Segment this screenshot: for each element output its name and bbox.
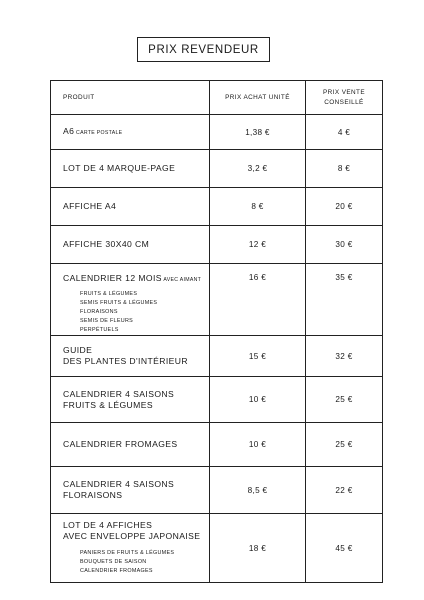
product-cell: CALENDRIER FROMAGES: [51, 423, 210, 467]
sub-item: FLORAISONS: [80, 308, 118, 315]
sub-item-list: [63, 549, 209, 576]
sale-price-cell: 25 €: [306, 377, 383, 423]
product-cell: [51, 336, 210, 377]
product-name-line1: LOT DE 4 AFFICHES: [63, 520, 153, 531]
sub-item: BOUQUETS DE SAISON: [80, 559, 147, 566]
sale-price-cell: 25 €: [306, 423, 383, 467]
product-name: CALENDRIER 12 MOIS: [63, 273, 162, 283]
purchase-price-cell: 10 €: [210, 423, 306, 467]
table-row: [51, 264, 383, 336]
purchase-price-cell: 8,5 €: [210, 467, 306, 514]
table-row: [51, 150, 383, 188]
sub-item: PANIERS DE FRUITS & LÉGUMES: [80, 550, 175, 557]
table-header-row: [51, 81, 383, 115]
product-cell: [51, 467, 210, 514]
sale-price-cell: 45 €: [306, 514, 383, 583]
sale-price-cell: 35 €: [306, 264, 383, 336]
purchase-price-cell: 15 €: [210, 336, 306, 377]
sale-price-cell: 30 €: [306, 226, 383, 264]
table-row: [51, 115, 383, 150]
sub-item: FRUITS & LÉGUMES: [80, 291, 138, 297]
header-product: PRODUIT: [51, 81, 210, 115]
product-cell: [51, 264, 210, 336]
product-name-line2: AVEC ENVELOPPE JAPONAISE: [63, 531, 201, 542]
product-name-line1: GUIDE: [63, 345, 93, 355]
header-purchase-price: PRIX ACHAT UNITÉ: [210, 81, 306, 115]
sub-item: PERPÉTUELS: [80, 326, 119, 333]
price-table: [50, 80, 383, 583]
header-sale-line2: CONSEILLÉ: [324, 98, 364, 106]
product-cell: AFFICHE 30X40 CM: [51, 226, 210, 264]
sub-item: SEMIS FRUITS & LÉGUMES: [80, 299, 158, 306]
product-name-line1: CALENDRIER 4 SAISONS: [63, 388, 175, 399]
product-cell: [51, 115, 210, 150]
purchase-price-cell: 18 €: [210, 514, 306, 583]
product-cell: [51, 514, 210, 583]
table-row: [51, 336, 383, 377]
table-row: [51, 377, 383, 423]
table-row: [51, 423, 383, 467]
header-sale-price: [306, 81, 383, 115]
header-sale-line1: PRIX VENTE: [323, 88, 365, 96]
table-row: [51, 226, 383, 264]
product-prefix: A6: [63, 125, 75, 136]
table-row: [51, 467, 383, 514]
product-name-line2: DES PLANTES D'INTÉRIEUR: [63, 356, 188, 366]
sale-price-cell: 22 €: [306, 467, 383, 514]
sale-price-cell: 8 €: [306, 150, 383, 188]
purchase-price-cell: 16 €: [210, 264, 306, 336]
product-name: CARTE POSTALE: [74, 129, 123, 136]
sub-item: CALENDRIER FROMAGES: [80, 567, 153, 574]
product-name-line2: FRUITS & LÉGUMES: [63, 399, 153, 410]
purchase-price-cell: 3,2 €: [210, 150, 306, 188]
sale-price-cell: 20 €: [306, 188, 383, 226]
product-cell: LOT DE 4 MARQUE-PAGE: [51, 150, 210, 188]
sub-item-list: [63, 290, 209, 335]
purchase-price-cell: 8 €: [210, 188, 306, 226]
product-cell: [51, 377, 210, 423]
table-row: [51, 514, 383, 583]
table-row: [51, 188, 383, 226]
purchase-price-cell: 1,38 €: [210, 115, 306, 150]
sale-price-cell: 4 €: [306, 115, 383, 150]
product-name-line2: FLORAISONS: [63, 490, 123, 500]
product-cell: AFFICHE A4: [51, 188, 210, 226]
sale-price-cell: 32 €: [306, 336, 383, 377]
purchase-price-cell: 10 €: [210, 377, 306, 423]
product-name-line1: CALENDRIER 4 SAISONS: [63, 479, 175, 489]
product-name-suffix: AVEC AIMANT: [161, 277, 202, 283]
sub-item: SEMIS DE FLEURS: [80, 317, 134, 324]
page-title: PRIX REVENDEUR: [137, 37, 270, 62]
purchase-price-cell: 12 €: [210, 226, 306, 264]
